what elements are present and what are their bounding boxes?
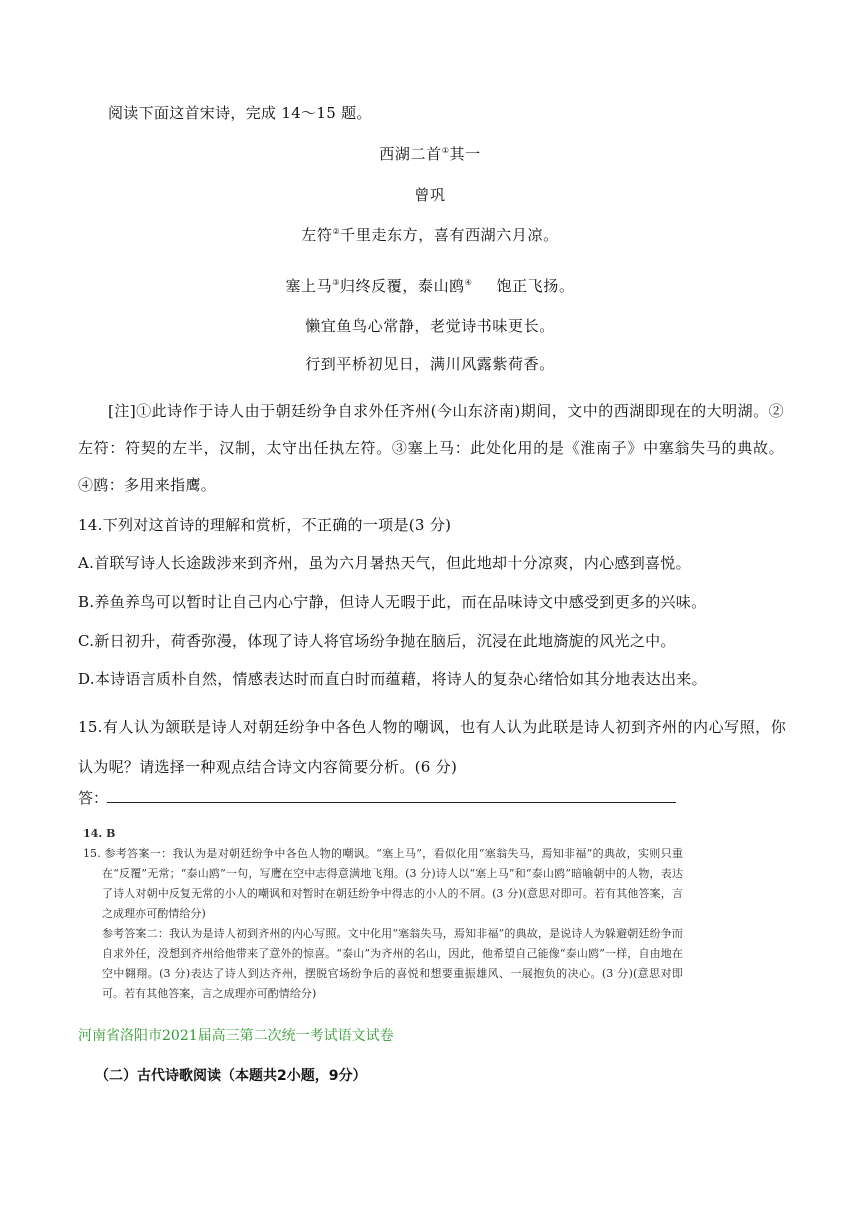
section-heading: （二）古代诗歌阅读（本题共2小题，9分） <box>95 1068 367 1084</box>
poem-line-2-c: 饱正飞扬。 <box>496 277 575 295</box>
source-exam-title: 河南省洛阳市2021届高三第二次统一考试语文试卷 <box>78 1028 394 1044</box>
poem-line-2 <box>0 275 860 296</box>
answer-15-reference-1: 15. 参考答案一：我认为是对朝廷纷争中各色人物的嘲讽。“塞上马”，看似化用“塞翁失马，焉知非福”的典故，实则只重在“反覆”无常；“泰山鸥”一句，写鹰在空中志得意满地飞翔。(3 分)诗人以“塞上马”和“泰山鸥”暗喻朝中的人物，表达了诗人对朝中反复无常的小人的嘲讽和对暂时在朝廷纷争中得志的小人的不屑。(3 分)(意思对即可。若有其他答案，言之成理亦可酌情给分) <box>83 847 683 920</box>
poem-line-3: 懒宜鱼鸟心常静，老觉诗书味更长。 <box>305 317 555 335</box>
question-14-option-c: C.新日初升，荷香弥漫，体现了诗人将官场纷争抛在脑后，沉浸在此地旖旎的风光之中。 <box>78 632 676 650</box>
answer-blank-line <box>107 802 676 803</box>
poem-author: 曾巩 <box>414 186 446 204</box>
poem-line-1 <box>0 224 860 245</box>
poem-title-suffix: 其一 <box>449 145 481 163</box>
poem-line-2-b: 归终反覆，泰山鸥 <box>339 277 465 295</box>
reading-instruction: 阅读下面这首宋诗，完成 14～15 题。 <box>108 104 372 122</box>
poem-annotation: [注]①此诗作于诗人由于朝廷纷争自求外任齐州(今山东济南)期间，文中的西湖即现在的大明湖。②左符：符契的左半，汉制，太守出任执左符。③塞上马：此处化用的是《淮南子》中塞翁失马的典故。④鸥：多用来指鹰。 <box>78 402 784 494</box>
answer-label: 答： <box>78 789 109 807</box>
poem-title-text: 西湖二首 <box>379 145 442 163</box>
answer-14: 14. B <box>83 827 116 840</box>
question-14-option-b: B.养鱼养鸟可以暂时让自己内心宁静，但诗人无暇于此，而在品味诗文中感受到更多的兴味。 <box>78 593 707 611</box>
question-14-option-d: D.本诗语言质朴自然，情感表达时而直白时而蕴藉，将诗人的复杂心绪恰如其分地表达出来。 <box>78 670 707 688</box>
poem-line-4: 行到平桥初见日，满川风露紫荷香。 <box>305 355 555 373</box>
answer-15-reference-2: 参考答案二：我认为是诗人初到齐州的内心写照。文中化用“塞翁失马，焉知非福”的典故，是说诗人为躲避朝廷纷争而自求外任，没想到齐州给他带来了意外的惊喜。“泰山”为齐州的名山，因此，他希望自己能像“泰山鸥”一样，自由地在空中翱翔。(3 分)表达了诗人到达齐州，摆脱官场纷争后的喜悦和想要重振雄风、一展抱负的决心。(3 分)(意思对即可。若有其他答案，言之成理亦可酌情给分) <box>102 927 683 1000</box>
poem-title-note-marker: ① <box>441 146 450 155</box>
poem-line-1-a: 左符 <box>301 226 333 244</box>
poem-title <box>0 143 860 164</box>
poem-line-1-note-marker: ② <box>332 227 341 236</box>
poem-line-2-note-marker-2: ④ <box>464 278 473 287</box>
poem-line-2-note-marker: ③ <box>332 278 340 287</box>
question-15-stem: 15.有人认为颔联是诗人对朝廷纷争中各色人物的嘲讽，也有人认为此联是诗人初到齐州的内心写照，你认为呢？请选择一种观点结合诗文内容简要分析。(6 分) <box>78 718 786 776</box>
poem-line-2-a: 塞上马 <box>285 277 333 295</box>
question-14-option-a: A.首联写诗人长途跋涉来到齐州，虽为六月暑热天气，但此地却十分凉爽，内心感到喜悦。 <box>78 554 691 572</box>
answer-key-image <box>83 824 683 1004</box>
question-14-stem: 14.下列对这首诗的理解和赏析，不正确的一项是(3 分) <box>78 516 452 534</box>
poem-line-1-b: 千里走东方，喜有西湖六月凉。 <box>340 226 559 244</box>
